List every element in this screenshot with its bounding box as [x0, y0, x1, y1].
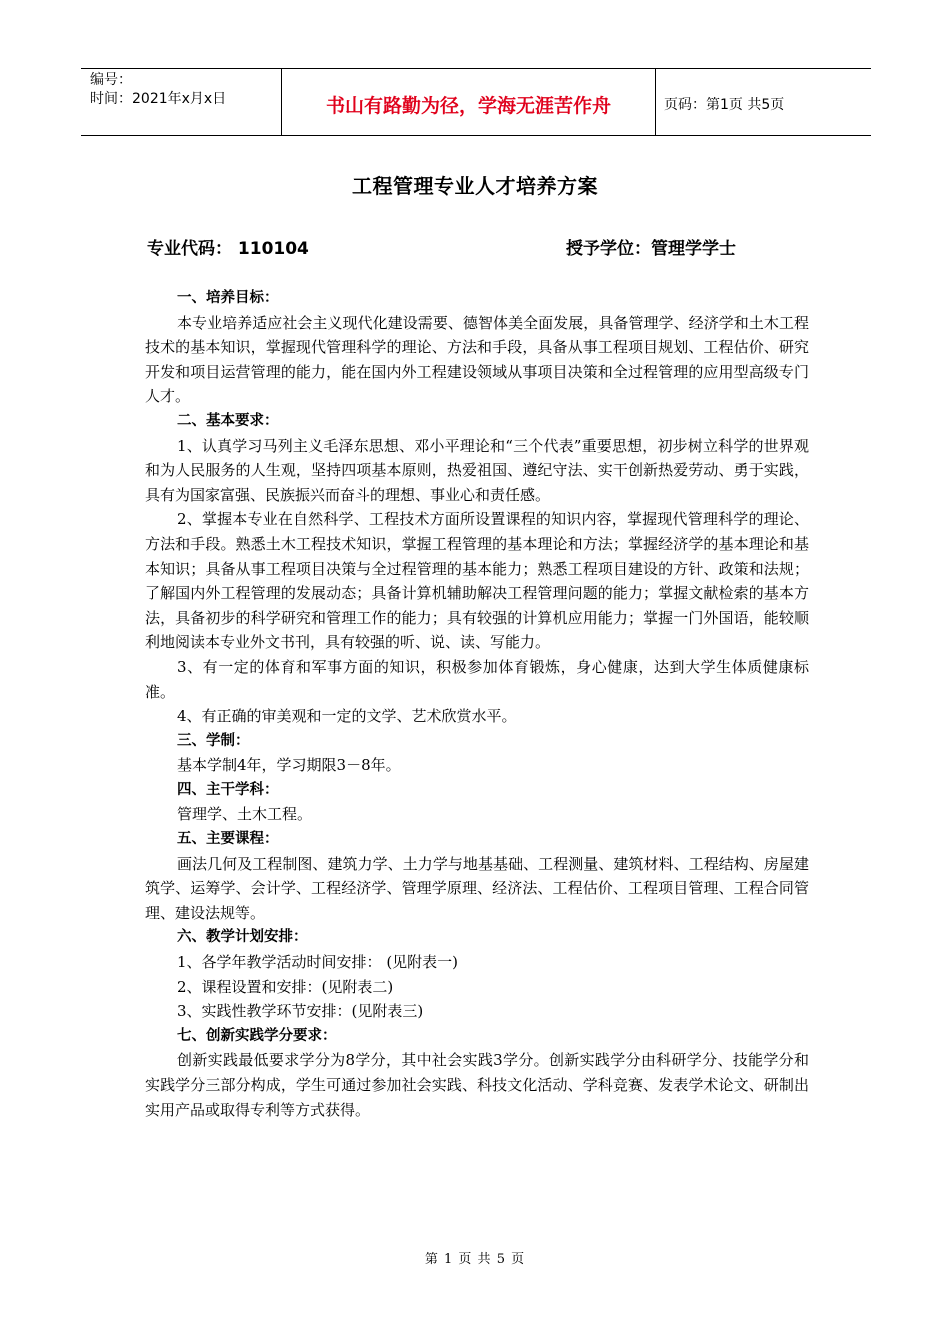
- date-label: 时间：2021年x月x日: [90, 91, 227, 107]
- list-item: 2、课程设置和安排：(见附表二): [177, 977, 394, 996]
- section-heading: 三、学制：: [177, 732, 250, 749]
- paragraph: 基本学制4年，学习期限3－8年。: [177, 756, 401, 775]
- number-label: 编号：: [90, 72, 132, 88]
- list-item: 1、各学年教学活动时间安排： (见附表一): [177, 953, 459, 972]
- paragraph: 4、有正确的审美观和一定的文学、艺术欣赏水平。: [177, 707, 517, 726]
- document-meta: [147, 234, 807, 260]
- paragraph: 3、有一定的体育和军事方面的知识，积极参加体育锻炼，身心健康，达到大学生体质健康标准。: [145, 657, 809, 701]
- section-heading: 一、培养目标：: [177, 290, 279, 306]
- list-item: 3、实践性教学环节安排：(见附表三): [177, 1002, 424, 1021]
- page-header: [81, 68, 871, 136]
- section-heading: 六、教学计划安排：: [177, 929, 308, 946]
- page-footer: 第 1 页 共 5 页: [424, 1252, 526, 1267]
- paragraph: 创新实践最低要求学分为8学分，其中社会实践3学分。创新实践学分由科研学分、技能学分和实践学分三部分构成，学生可通过参加社会实践、科技文化活动、学科竞赛、发表学术论文、研制出实用产品或取得专利等方式获得。: [145, 1051, 809, 1119]
- paragraph: 1、认真学习马列主义毛泽东思想、邓小平理论和“三个代表”重要思想，初步树立科学的世界观和为人民服务的人生观，坚持四项基本原则，热爱祖国、遵纪守法、实干创新热爱劳动、勇于实践，具有为国家富强、民族振兴而奋斗的理想、事业心和责任感。: [145, 436, 809, 504]
- section-heading: 四、主干学科：: [177, 781, 279, 798]
- document-title: 工程管理专业人才培养方案: [352, 174, 598, 198]
- major-code: 专业代码： 110104: [147, 239, 309, 259]
- section-heading: 七、创新实践学分要求：: [177, 1027, 337, 1044]
- document-body: [145, 286, 809, 1122]
- header-page-info: 页码：第1页 共5页: [664, 96, 785, 113]
- paragraph: 本专业培养适应社会主义现代化建设需要、德智体美全面发展，具备管理学、经济学和土木工程技术的基本知识，掌握现代管理科学的理论、方法和手段，具备从事工程项目规划、工程估价、研究开发和项目运营管理的能力，能在国内外工程建设领域从事项目决策和全过程管理的应用型高级专门人才。: [145, 313, 809, 406]
- header-info-cell: [81, 69, 282, 135]
- degree-awarded: 授予学位：管理学学士: [566, 239, 736, 259]
- section-heading: 二、基本要求：: [177, 412, 279, 429]
- section-heading: 五、主要课程：: [177, 831, 279, 848]
- header-motto: 书山有路勤为径，学海无涯苦作舟: [282, 69, 656, 135]
- paragraph: 画法几何及工程制图、建筑力学、土力学与地基基础、工程测量、建筑材料、工程结构、房屋建筑学、运筹学、会计学、工程经济学、管理学原理、经济法、工程估价、工程项目管理、工程合同管理、建设法规等。: [145, 854, 809, 922]
- paragraph: 管理学、土木工程。: [177, 805, 313, 824]
- paragraph: 2、掌握本专业在自然科学、工程技术方面所设置课程的知识内容，掌握现代管理科学的理论、方法和手段。熟悉土木工程技术知识，掌握工程管理的基本理论和方法；掌握经济学的基本理论和基本知识；具备从事工程项目决策与全过程管理的基本能力；熟悉工程项目建设的方针、政策和法规；了解国内外工程管理的发展动态；具备计算机辅助解决工程管理问题的能力；掌握文献检索的基本方法，具备初步的科学研究和管理工作的能力；具有较强的计算机应用能力；掌握一门外国语，能较顺利地阅读本专业外文书刊，具有较强的听、说、读、写能力。: [145, 510, 809, 652]
